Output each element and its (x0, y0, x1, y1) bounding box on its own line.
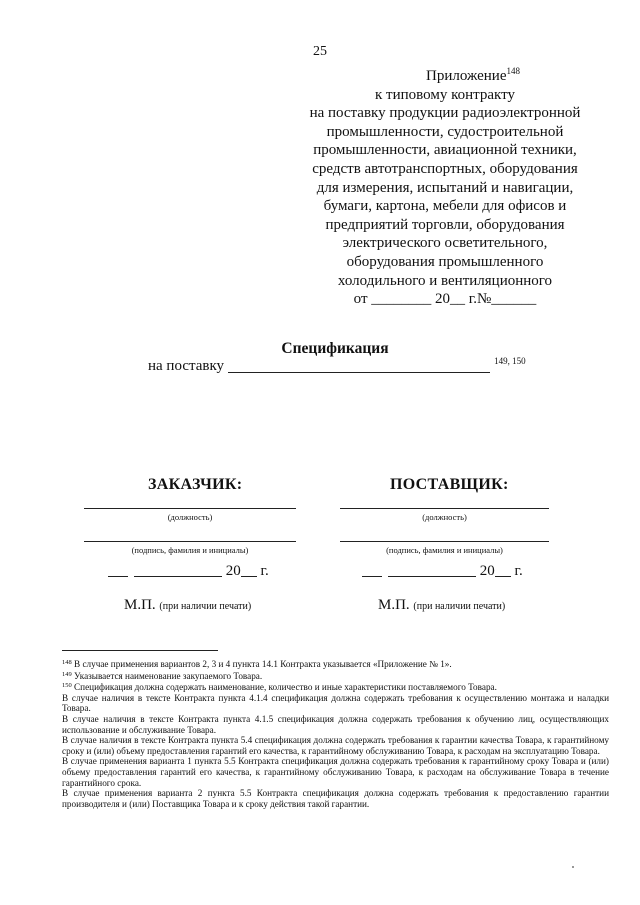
customer-position-caption: (должность) (167, 512, 213, 522)
supplier-year-prefix: 20 (479, 563, 495, 579)
customer-stamp (124, 597, 251, 614)
appendix-line: бумаги, картона, мебели для офисов и (323, 198, 567, 215)
customer-day-blank[interactable] (108, 564, 128, 577)
specification-subject-row (148, 356, 526, 375)
footnote: В случае применения варианта 1 пункта 5.5 Контракта спецификация должна содержать требования к гарантийному сроку Товара и (или) объему предоставления гарантий его качества, к гарантийному обслуживанию Товара, к расходам на обслуживание Товара в течение гарантийного срока. (62, 756, 609, 788)
customer-year-blank[interactable] (241, 564, 257, 577)
footnote: $^{150}$ Спецификация должна содержать наименование, количество и иные характеристики поставляемого Товара. (62, 682, 497, 693)
supplier-stamp-label: М.П. (378, 597, 410, 613)
supplier-date-row (362, 563, 523, 580)
contract-date-line: от ________ 20__ г.№______ (353, 291, 537, 308)
supplier-heading: ПОСТАВЩИК: (390, 476, 509, 493)
customer-heading: ЗАКАЗЧИК: (148, 476, 243, 493)
customer-stamp-label: М.П. (124, 597, 156, 613)
appendix-line: оборудования промышленного (346, 253, 544, 270)
scan-speck (572, 866, 574, 868)
appendix-line: промышленности, судостроительной (326, 123, 564, 140)
supplier-position-line[interactable] (340, 508, 549, 509)
supplier-stamp-note: (при наличии печати) (413, 601, 506, 612)
appendix-footnote-ref: 148 (506, 66, 520, 76)
appendix-title: Приложение$^{148}$ (425, 66, 520, 84)
customer-year-suffix: г. (260, 563, 269, 579)
appendix-line: к типовому контракту (375, 86, 515, 103)
appendix-line: холодильного и вентиляционного (337, 272, 553, 289)
footnotes (62, 658, 609, 809)
footnote-ref: 150 (62, 682, 72, 690)
appendix-line: предприятий торговли, оборудования (325, 216, 565, 233)
supplier-day-blank[interactable] (362, 564, 382, 577)
footnote: В случае наличия в тексте Контракта пункта 4.1.5 спецификация должна содержать требования к обучению лиц, осуществляющих использование и обслуживание Товара. (62, 713, 609, 735)
appendix-header (300, 62, 590, 309)
footnote-ref: 148 (62, 659, 72, 666)
footnote: $^{149}$ Указывается наименование закупаемого Товара. (62, 670, 263, 681)
goods-name-blank[interactable] (228, 357, 490, 373)
customer-month-blank[interactable] (134, 564, 222, 577)
supplier-signature-line[interactable] (340, 541, 549, 542)
customer-position-line[interactable] (84, 508, 296, 509)
customer-signature-caption: (подпись, фамилия и инициалы) (131, 545, 249, 555)
specification-title: Спецификация (281, 340, 389, 357)
supplier-year-suffix: г. (514, 563, 523, 579)
footnote: В случае наличия в тексте Контракта пункта 4.1.4 спецификация должна содержать требования к осуществлению монтажа и наладки Товара. (62, 692, 609, 714)
footnote-ref: 149 (62, 670, 72, 678)
specification-footnote-refs: 149, 150 (494, 356, 526, 366)
footnote-separator (62, 650, 218, 651)
footnote: В случае применения варианта 2 пункта 5.5 Контракта спецификация должна содержать требования к предоставлению гарантии производителя и (или) Поставщика Товара и к сроку действия такой гарантии. (62, 788, 609, 809)
customer-stamp-note: (при наличии печати) (159, 601, 252, 612)
appendix-line: для измерения, испытаний и навигации, (316, 179, 574, 196)
specification-subtitle: на поставку (148, 358, 225, 374)
supplier-signature-caption: (подпись, фамилия и инициалы) (386, 545, 503, 555)
customer-date-row (108, 563, 269, 580)
customer-signature-line[interactable] (84, 541, 296, 542)
footnote: В случае наличия в тексте Контракта пункта 5.4 спецификация должна содержать требования к гарантии качества Товара, к гарантийному сроку и (или) объему предоставления гарантий его качества, к гарантийному обслуживанию Товара, к расходам на эксплуатацию Товара. (62, 735, 609, 756)
appendix-line: электрического осветительного, (342, 235, 548, 252)
appendix-line: на поставку продукции радиоэлектронной (309, 105, 581, 122)
page-number: 25 (313, 44, 327, 59)
supplier-month-blank[interactable] (388, 564, 476, 577)
appendix-line: средств автотранспортных, оборудования (312, 160, 578, 177)
footnote: $^{148}$ В случае применения вариантов 2, 3 и 4 пункта 14.1 Контракта указывается «Приложение № 1». (62, 659, 452, 669)
appendix-line: промышленности, авиационной техники, (313, 142, 577, 159)
supplier-position-caption: (должность) (422, 512, 467, 522)
customer-year-prefix: 20 (225, 563, 241, 579)
supplier-year-blank[interactable] (495, 564, 511, 577)
supplier-stamp (378, 597, 505, 614)
